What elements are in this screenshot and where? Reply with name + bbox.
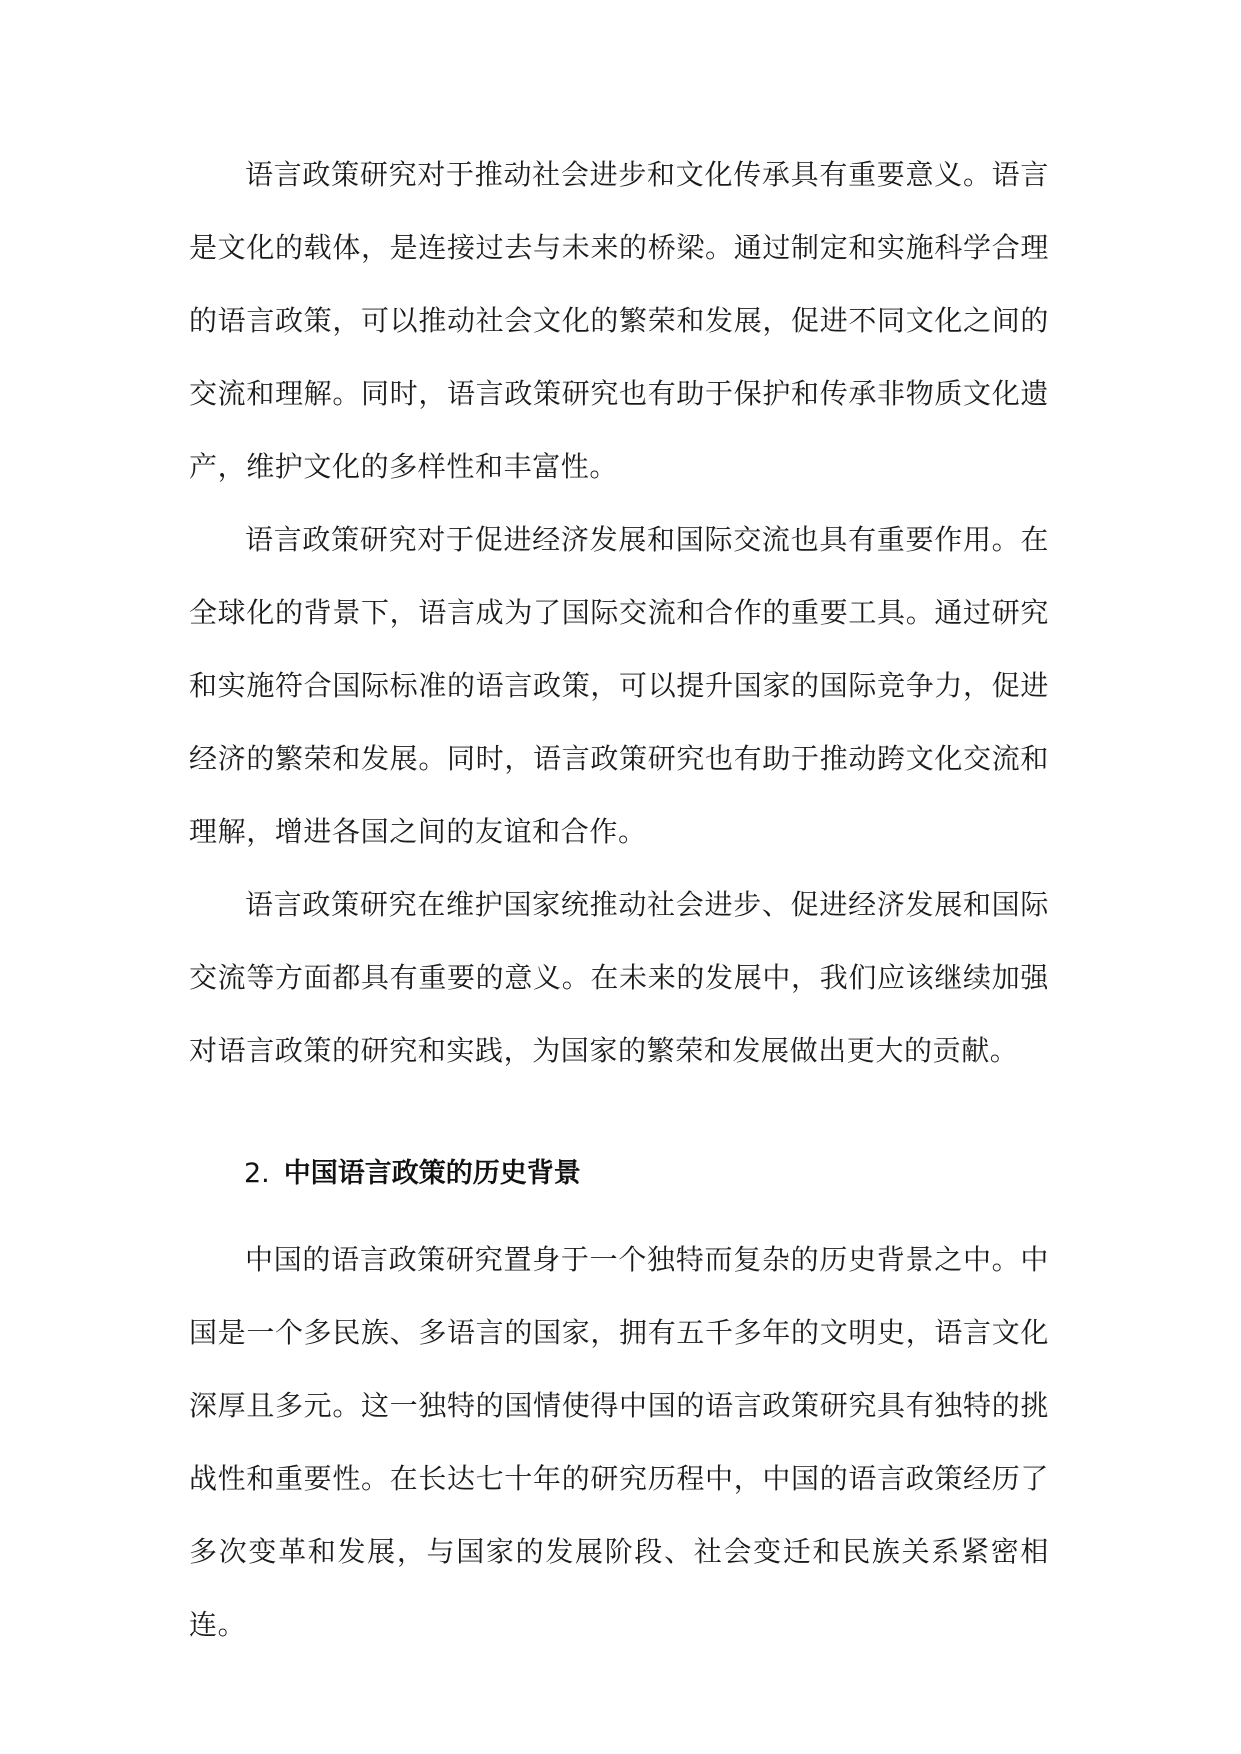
section-title: 中国语言政策的历史背景 — [283, 1158, 581, 1189]
paragraph-summary: 语言政策研究在维护国家统推动社会进步、促进经济发展和国际交流等方面都具有重要的意义。在未来的发展中，我们应该继续加强对语言政策的研究和实践，为国家的繁荣和发展做出更大的贡献。 — [189, 888, 1049, 1067]
paragraph-historical-background: 中国的语言政策研究置身于一个独特而复杂的历史背景之中。中国是一个多民族、多语言的国家，拥有五千多年的文明史，语言文化深厚且多元。这一独特的国情使得中国的语言政策研究具有独特的挑战性和重要性。在长达七十年的研究历程中，中国的语言政策经历了多次变革和发展，与国家的发展阶段、社会变迁和民族关系紧密相连。 — [189, 1243, 1049, 1641]
paragraph-cultural-significance: 语言政策研究对于推动社会进步和文化传承具有重要意义。语言是文化的载体，是连接过去与未来的桥梁。通过制定和实施科学合理的语言政策，可以推动社会文化的繁荣和发展，促进不同文化之间的交流和理解。同时，语言政策研究也有助于保护和传承非物质文化遗产，维护文化的多样性和丰富性。 — [189, 158, 1049, 483]
paragraph-economic-significance: 语言政策研究对于促进经济发展和国际交流也具有重要作用。在全球化的背景下，语言成为了国际交流和合作的重要工具。通过研究和实施符合国际标准的语言政策，可以提升国家的国际竞争力，促进经济的繁荣和发展。同时，语言政策研究也有助于推动跨文化交流和理解，增进各国之间的友谊和合作。 — [189, 523, 1049, 848]
section-number: 2. — [244, 1158, 270, 1189]
section-heading — [244, 1152, 581, 1196]
